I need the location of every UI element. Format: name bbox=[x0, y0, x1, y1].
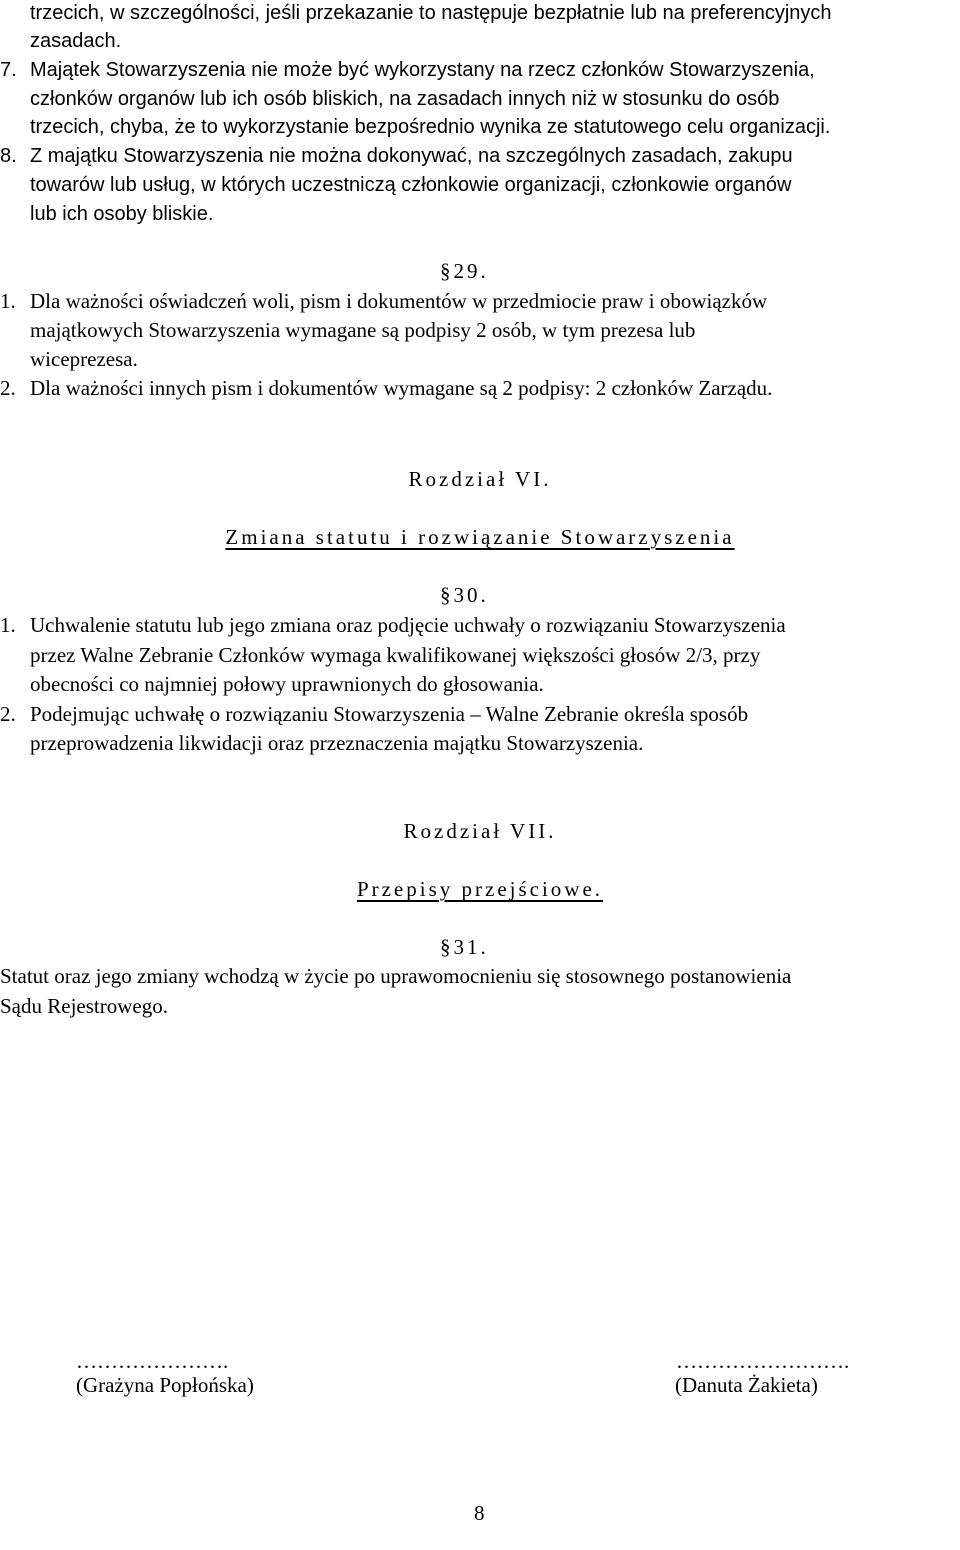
signature-line-right: ……………………. bbox=[676, 1349, 850, 1373]
s31-line1: Statut oraz jego zmiany wchodzą w życie po uprawomocnieniu się stosownego postanowienia bbox=[0, 964, 792, 988]
para8-text: Z majątku Stowarzyszenia nie można dokonywać, na szczególnych zasadach, zakupu bbox=[30, 145, 793, 167]
s31-line2: Sądu Rejestrowego. bbox=[0, 994, 168, 1018]
para7-line1 bbox=[0, 57, 815, 83]
page-number: 8 bbox=[474, 1501, 485, 1525]
section-30-heading: §30. bbox=[440, 583, 489, 607]
para8-number: 8. bbox=[0, 145, 17, 167]
para6-line1: trzecich, w szczególności, jeśli przekazanie to następuje bezpłatnie lub na preferencyjnych bbox=[30, 2, 832, 24]
s30-p2-number: 2. bbox=[0, 702, 16, 726]
s30-p1-text: Uchwalenie statutu lub jego zmiana oraz podjęcie uchwały o rozwiązaniu Stowarzyszenia bbox=[30, 613, 786, 637]
s30-p1-line2: przez Walne Zebranie Członków wymaga kwalifikowanej większości głosów 2/3, przy bbox=[30, 643, 761, 667]
signature-line-left: …………………. bbox=[76, 1349, 229, 1373]
s30-p2-line2: przeprowadzenia likwidacji oraz przeznaczenia majątku Stowarzyszenia. bbox=[30, 731, 644, 755]
s29-p1-line3: wiceprezesa. bbox=[30, 347, 138, 371]
para8-line2: towarów lub usług, w których uczestniczą członkowie organizacji, członkowie organów bbox=[30, 174, 792, 196]
para7-line2: członków organów lub ich osób bliskich, na zasadach innych niż w stosunku do osób bbox=[30, 88, 780, 110]
s29-p1-number: 1. bbox=[0, 289, 16, 313]
para7-number: 7. bbox=[0, 59, 17, 81]
s29-p1-line1 bbox=[0, 288, 768, 314]
s29-p2-number: 2. bbox=[0, 376, 16, 400]
signature-name-left: (Grażyna Popłońska) bbox=[76, 1373, 254, 1397]
chapter-7-label: Rozdział VII. bbox=[403, 819, 557, 843]
s30-p2-line1 bbox=[0, 701, 749, 727]
para8-line1 bbox=[0, 143, 793, 169]
s30-p1-number: 1. bbox=[0, 613, 16, 637]
chapter-7-title: Przepisy przejściowe. bbox=[356, 877, 604, 901]
s29-p1-text: Dla ważności oświadczeń woli, pism i dokumentów w przedmiocie praw i obowiązków bbox=[30, 289, 768, 313]
s29-p1-line2: majątkowych Stowarzyszenia wymagane są podpisy 2 osób, w tym prezesa lub bbox=[30, 318, 696, 342]
chapter-6-label: Rozdział VI. bbox=[408, 467, 552, 491]
section-29-heading: §29. bbox=[440, 259, 489, 283]
s30-p2-text: Podejmując uchwałę o rozwiązaniu Stowarzyszenia – Walne Zebranie określa sposób bbox=[30, 702, 749, 726]
s30-p1-line3: obecności co najmniej połowy uprawnionych do głosowania. bbox=[30, 672, 544, 696]
section-31-heading: §31. bbox=[440, 935, 489, 959]
s29-p2-line1 bbox=[0, 375, 773, 401]
s30-p1-line1 bbox=[0, 612, 786, 638]
para6-line2: zasadach. bbox=[30, 30, 122, 52]
signature-name-right: (Danuta Żakieta) bbox=[675, 1373, 818, 1397]
s29-p2-text: Dla ważności innych pism i dokumentów wymagane są 2 podpisy: 2 członków Zarządu. bbox=[30, 376, 773, 400]
para7-text: Majątek Stowarzyszenia nie może być wykorzystany na rzecz członków Stowarzyszenia, bbox=[30, 59, 815, 81]
para7-line3: trzecich, chyba, że to wykorzystanie bezpośrednio wynika ze statutowego celu organizacji. bbox=[30, 116, 831, 138]
chapter-6-title: Zmiana statutu i rozwiązanie Stowarzyszenia bbox=[225, 525, 735, 549]
para8-line3: lub ich osoby bliskie. bbox=[30, 203, 214, 225]
